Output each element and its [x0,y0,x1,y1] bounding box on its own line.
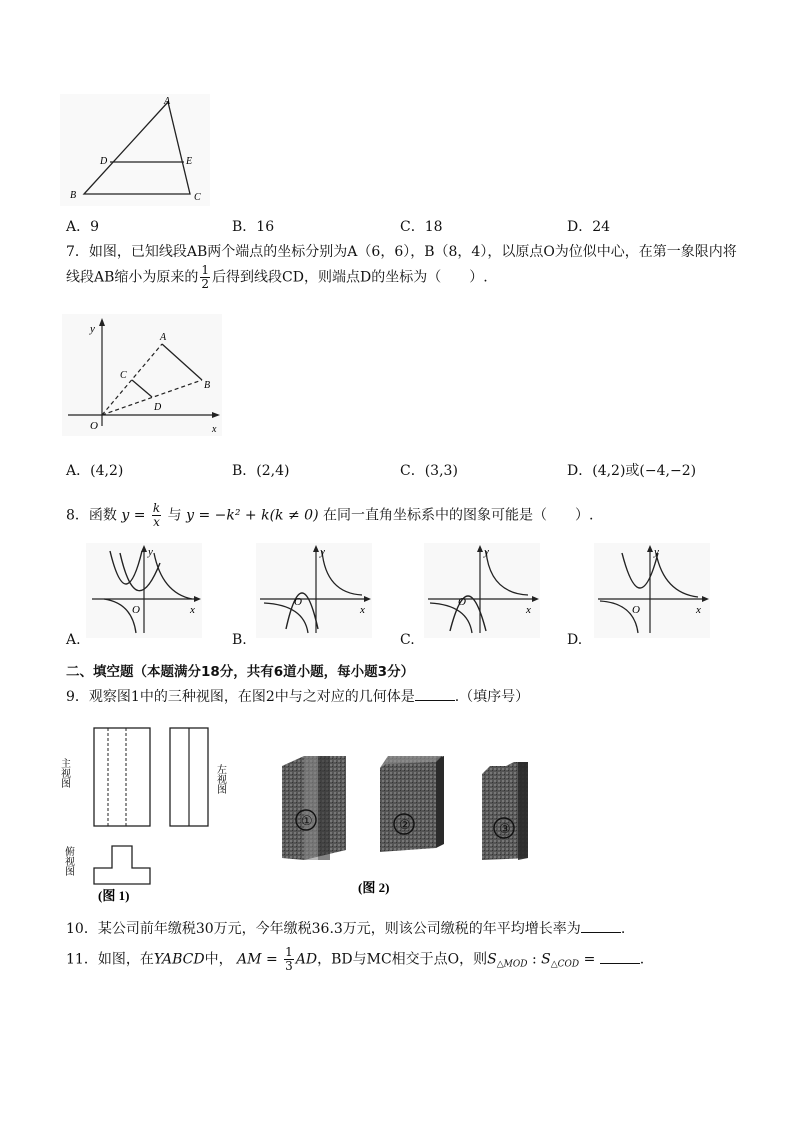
solid-1 [282,756,346,860]
q8-graph-d [594,543,710,638]
label-x: x [212,424,217,435]
label-D: D [100,156,108,167]
q9-answer-blank[interactable] [415,688,455,701]
label-x: x [696,604,701,616]
label-O: O [90,420,98,432]
label-B: B [204,380,211,391]
q6-option-c[interactable]: C．18 [400,219,443,235]
label-x: x [360,604,365,616]
solid-2-number: ② [399,817,411,832]
label-E: E [186,156,193,167]
label-x: x [190,604,195,616]
q11-question: 11．如图，在YABCD中， AM = $\frac{1}{3}$ AD，BD与MC相交于点O，则$S_{\triangle MOD}$ : $S_{\triangle COD}$ = . [66,945,645,973]
q9-question: 9．观察图1中的三种视图，在图2中与之对应的几何体是 .（填序号） [66,689,530,705]
label-O: O [132,604,140,616]
q7-option-d[interactable]: D．(4,2)或(−4,−2) [567,463,697,479]
q7-line2: 线段AB缩小为原来的 $\frac{1}{2}$ 后得到线段CD，则端点D的坐标为（ ）. [66,263,488,291]
label-O: O [632,604,640,616]
section2-heading: 二、填空题（本题满分18分，共有6道小题，每小题3分） [66,664,415,680]
label-O: O [294,596,302,608]
q8-graph-a [86,543,202,638]
label-x: x [526,604,531,616]
q9-three-views-figure [58,718,236,903]
solid-3 [482,762,528,860]
label-y: y [148,546,153,558]
q8-option-a[interactable]: A. [66,632,81,648]
label-y: y [484,546,489,558]
solid-2 [380,756,444,852]
label-D: D [154,402,162,413]
q8-question: 8．函数 y = $\frac{k}{x}$ 与 y = −k² + k(k ≠ 0) 在同一直角坐标系中的图象可能是（ ）. [66,501,594,529]
q7-coordinate-figure [62,314,222,436]
label-y: y [320,546,325,558]
q10-question: 10．某公司前年缴税30万元，今年缴税36.3万元，则该公司缴税的年平均增长率为 . [66,921,626,937]
q8-fraction: $\frac{k}{x}$ [152,501,161,529]
top-view-label: 俯视图 [62,846,74,876]
q6-option-b[interactable]: B．16 [232,219,275,235]
q6-triangle-figure [60,94,210,206]
left-view-label: 左视图 [214,764,226,794]
label-y: y [90,323,95,335]
q8-option-c[interactable]: C. [400,632,415,648]
q8-graph-b [256,543,372,638]
q7-line1: 7．如图，已知线段AB两个端点的坐标分别为A（6，6），B（8，4），以原点O为位似中心，在第一象限内将 [66,244,737,260]
q8-option-b[interactable]: B. [232,632,247,648]
q6-option-a[interactable]: A．9 [66,219,100,235]
fig2-caption: (图 2) [358,880,390,895]
label-B: B [70,190,77,201]
q8-option-d[interactable]: D. [567,632,583,648]
q7-fraction: $\frac{1}{2}$ [201,263,210,291]
label-C: C [194,192,201,203]
label-A: A [164,96,171,107]
label-C: C [120,370,127,381]
q6-option-d[interactable]: D．24 [567,219,611,235]
solid-1-number: ① [301,813,313,828]
q7-option-c[interactable]: C．(3,3) [400,463,458,479]
fig1-caption: (图 1) [98,888,130,903]
q8-graph-c [424,543,540,638]
q11-answer-blank[interactable] [600,951,640,964]
label-O: O [458,596,466,608]
q10-answer-blank[interactable] [581,920,621,933]
label-A: A [160,332,167,343]
q9-solids-figure [266,748,532,902]
q7-option-a[interactable]: A．(4,2) [66,463,124,479]
q11-fraction: $\frac{1}{3}$ [285,945,293,973]
label-y: y [654,546,659,558]
q7-option-b[interactable]: B．(2,4) [232,463,290,479]
solid-3-number: ③ [499,821,511,836]
front-view-label: 主视图 [58,758,70,788]
